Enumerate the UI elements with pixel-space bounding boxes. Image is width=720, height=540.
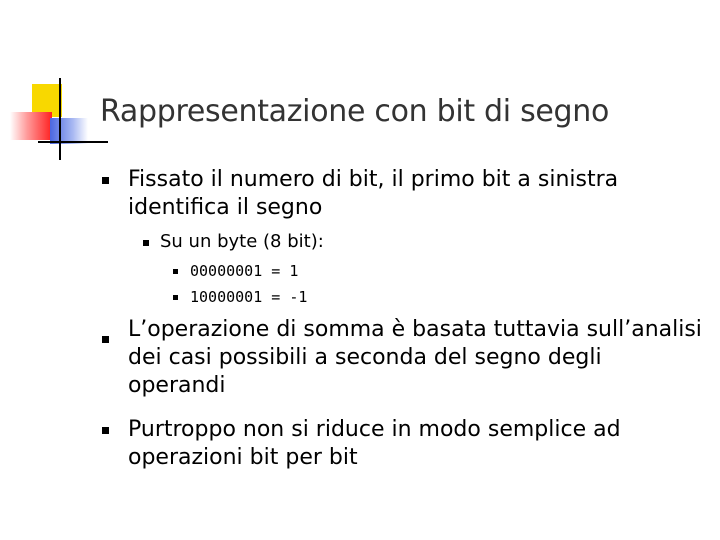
- square-bullet-icon: [173, 295, 178, 300]
- square-bullet-icon: [143, 240, 149, 246]
- logo-red-square: [10, 112, 52, 140]
- logo-graphic: [0, 0, 110, 170]
- square-bullet-icon: [173, 269, 178, 274]
- bullet-text: L’operazione di somma è basata tuttavia sull’analisi dei casi possibili a seconda del segno degli operandi: [128, 317, 702, 398]
- logo-vertical-line: [59, 78, 61, 160]
- bullet-text: Fissato il numero di bit, il primo bit a sinistra identifica il segno: [128, 167, 619, 220]
- slide-title: Rappresentazione con bit di segno: [100, 94, 610, 129]
- square-bullet-icon: [102, 177, 109, 184]
- logo-horizontal-line: [38, 141, 108, 143]
- sub-sub-bullet-text: 10000001 = -1: [190, 288, 308, 306]
- sub-sub-bullet-text: 00000001 = 1: [190, 262, 299, 280]
- bullet-text: Purtroppo non si riduce in modo semplice ad operazioni bit per bit: [128, 417, 621, 470]
- sub-bullet-text: Su un byte (8 bit):: [160, 231, 324, 252]
- square-bullet-icon: [102, 427, 109, 434]
- square-bullet-icon: [102, 336, 109, 343]
